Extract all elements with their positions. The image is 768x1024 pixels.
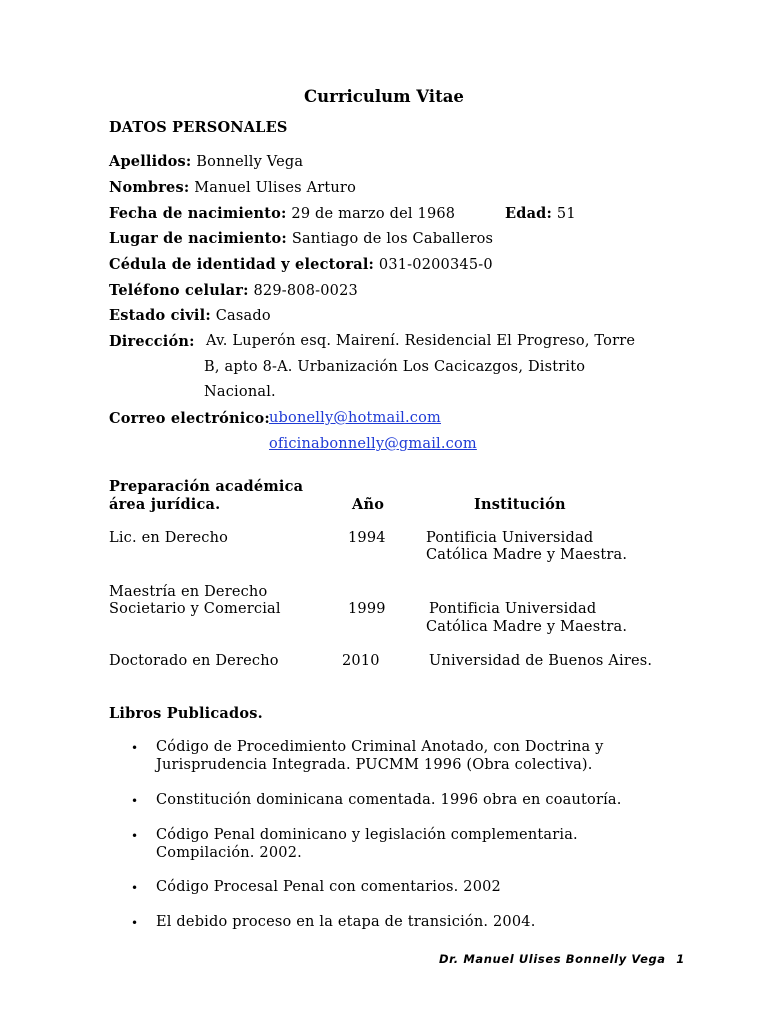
telefono-value: 829-808-0023 [253, 283, 358, 299]
education-degree: Societario y Comercial [109, 601, 281, 617]
education-degree: Doctorado en Derecho [109, 653, 279, 669]
education-year-header: Año [352, 496, 385, 513]
bullet-icon: • [131, 794, 139, 808]
correo-label: Correo electrónico: [109, 410, 270, 427]
lugar-label: Lugar de nacimiento: [109, 230, 287, 247]
fecha-value: 29 de marzo del 1968 [291, 206, 456, 222]
lugar-value: Santiago de los Caballeros [291, 231, 494, 247]
education-institution: Universidad de Buenos Aires. [429, 653, 653, 669]
education-heading-line-1: Preparación académica [109, 478, 304, 495]
telefono-label: Teléfono celular: [109, 282, 249, 299]
education-institution-header: Institución [474, 496, 566, 513]
section-personal-heading: DATOS PERSONALES [109, 119, 288, 136]
lugar-row [109, 230, 493, 247]
estado-row [109, 307, 271, 324]
bullet-icon: • [131, 881, 139, 895]
book-item: Constitución dominicana comentada. 1996 obra en coautoría. [156, 792, 622, 808]
nombres-label: Nombres: [109, 179, 190, 196]
book-item: Código Procesal Penal con comentarios. 2002 [156, 879, 501, 895]
books-heading: Libros Publicados. [109, 705, 263, 722]
email-link-gmail[interactable]: oficinabonnelly@gmail.com [269, 436, 477, 452]
nombres-value: Manuel Ulises Arturo [194, 180, 356, 196]
apellidos-label: Apellidos: [109, 153, 192, 170]
apellidos-value: Bonnelly Vega [196, 154, 304, 170]
education-degree: Maestría en Derecho [109, 584, 268, 600]
education-year: 1999 [348, 601, 386, 617]
direccion-line-1: Av. Luperón esq. Mairení. Residencial El Progreso, Torre [206, 333, 636, 349]
bullet-icon: • [131, 741, 139, 755]
estado-label: Estado civil: [109, 307, 211, 324]
edad-label: Edad: [505, 205, 553, 222]
education-institution: Católica Madre y Maestra. [426, 547, 628, 563]
book-item: Código de Procedimiento Criminal Anotado, con Doctrina y [156, 739, 604, 755]
fecha-label: Fecha de nacimiento: [109, 205, 287, 222]
education-year: 2010 [342, 653, 380, 669]
edad-value: 51 [556, 206, 576, 222]
book-item: Código Penal dominicano y legislación complementaria. [156, 827, 578, 843]
nombres-row [109, 179, 356, 196]
document-title: Curriculum Vitae [304, 87, 464, 106]
direccion-line-3: Nacional. [204, 384, 276, 400]
cedula-row [109, 256, 493, 273]
apellidos-row [109, 153, 303, 170]
fecha-row [109, 205, 455, 222]
cedula-label: Cédula de identidad y electoral: [109, 256, 375, 273]
education-year: 1994 [348, 530, 386, 546]
book-item: El debido proceso en la etapa de transición. 2004. [156, 914, 536, 930]
telefono-row [109, 282, 358, 299]
book-item: Jurisprudencia Integrada. PUCMM 1996 (Obra colectiva). [156, 757, 593, 773]
education-degree: Lic. en Derecho [109, 530, 229, 546]
direccion-label: Dirección: [109, 333, 195, 350]
footer-author: Dr. Manuel Ulises Bonnelly Vega [439, 952, 666, 966]
page-footer [439, 952, 685, 966]
edad-row [505, 205, 576, 222]
bullet-icon: • [131, 916, 139, 930]
cedula-value: 031-0200345-0 [378, 257, 493, 273]
bullet-icon: • [131, 829, 139, 843]
email-link-hotmail[interactable]: ubonelly@hotmail.com [269, 410, 442, 426]
estado-value: Casado [215, 308, 271, 324]
direccion-line-2: B, apto 8-A. Urbanización Los Cacicazgos, Distrito [204, 359, 586, 375]
education-institution: Pontificia Universidad [429, 601, 597, 617]
education-institution: Pontificia Universidad [426, 530, 594, 546]
book-item: Compilación. 2002. [156, 845, 302, 861]
footer-page-number: 1 [676, 952, 685, 966]
education-institution: Católica Madre y Maestra. [426, 619, 628, 635]
education-heading-line-2: área jurídica. [109, 496, 221, 513]
